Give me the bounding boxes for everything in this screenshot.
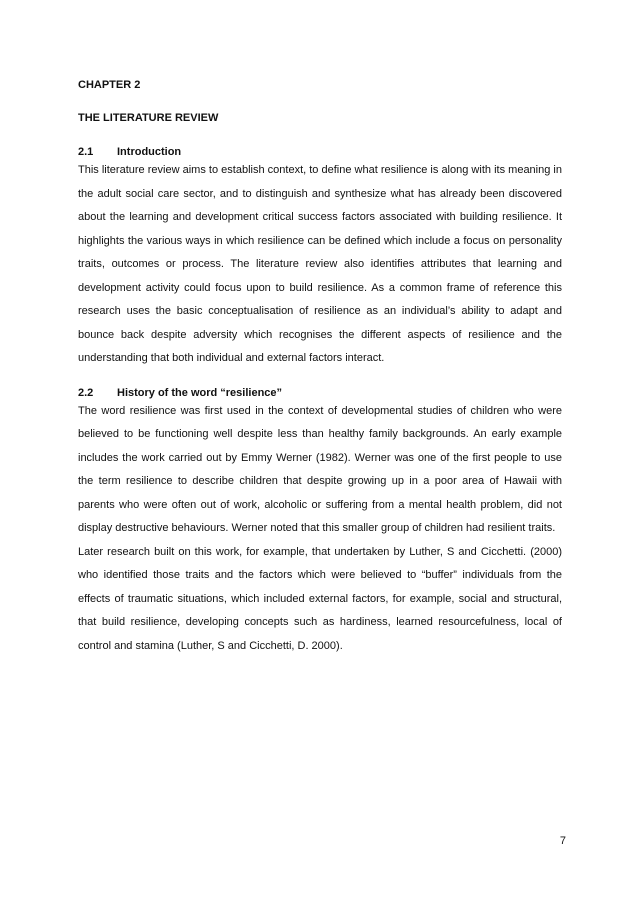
- paragraph-history-1: The word resilience was first used in the context of developmental studies of children who were believed to be functioning well despite less than healthy family backgrounds. An early example includes the work carried out by Emmy Werner (1982). Werner was one of the first people to use the term resilience to describe children that despite growing up in a poor area of Hawaii with parents who were often out of work, alcoholic or suffering from a mental health problem, did not display destructive behaviours. Werner noted that this smaller group of children had resilient traits.: [78, 404, 562, 534]
- paragraph-introduction: This literature review aims to establish context, to define what resilience is along with its meaning in the adult social care sector, and to distinguish and synthesize what has already been discovered about the learning and development critical success factors associated with building resilience. It highlights the various ways in which resilience can be defined which include a focus on personality traits, outcomes or process. The literature review also identifies attributes that learning and development activity could focus upon to build resilience. As a common frame of reference this research uses the basic conceptualisation of resilience as an individual’s ability to adapt and bounce back despite adversity which recognises the different aspects of resilience and the understanding that both individual and external factors interact.: [78, 164, 562, 364]
- section-number: 2.1: [78, 146, 94, 158]
- chapter-title: THE LITERATURE REVIEW: [78, 112, 219, 124]
- section-heading-introduction: [78, 145, 562, 159]
- paragraph-history-2: Later research built on this work, for example, that undertaken by Luther, S and Cicchetti. (2000) who identified those traits and the factors which were believed to “buffer” individuals from the effects of traumatic situations, which included external factors, for example, social and structural, that build resilience, developing concepts such as hardiness, learned resourcefulness, local of control and stamina (Luther, S and Cicchetti, D. 2000).: [78, 545, 562, 652]
- section-number: 2.2: [78, 386, 94, 399]
- page-number: 7: [559, 835, 566, 847]
- section-title: Introduction: [117, 146, 182, 158]
- section-heading-history: [78, 386, 562, 400]
- section-title: History of the word “resilience”: [117, 386, 283, 399]
- chapter-label: CHAPTER 2: [78, 79, 141, 91]
- page-content: [78, 70, 562, 658]
